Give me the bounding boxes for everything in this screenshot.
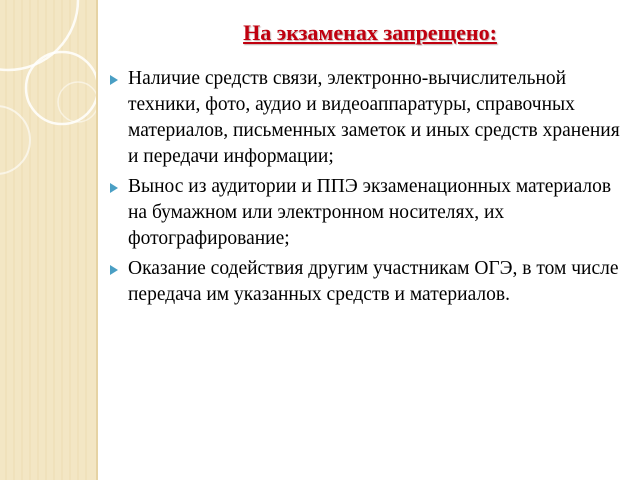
triangle-bullet-icon (110, 265, 118, 275)
bullet-item (106, 174, 628, 252)
bullet-item (106, 256, 628, 308)
circle-ornament-icon (0, 0, 96, 480)
bullet-item (106, 66, 628, 170)
bullet-text: Вынос из аудитории и ППЭ экзаменационных материалов на бумажном или электронном носителях, их фотографирование; (128, 176, 612, 249)
panel-divider (96, 0, 98, 480)
triangle-bullet-icon (110, 75, 118, 85)
bullet-text: Наличие средств связи, электронно-вычислительной техники, фото, аудио и видеоаппаратуры, справочных материалов, письменных заметок и иных средств хранения и передачи информации; (128, 68, 620, 167)
left-decorative-panel (0, 0, 96, 480)
bullet-list (106, 66, 628, 312)
slide-title: На экзаменах запрещено: (243, 20, 497, 45)
triangle-bullet-icon (110, 183, 118, 193)
bullet-text: Оказание содействия другим участникам ОГЭ, в том числе передача им указанных средств и материалов. (128, 258, 619, 305)
